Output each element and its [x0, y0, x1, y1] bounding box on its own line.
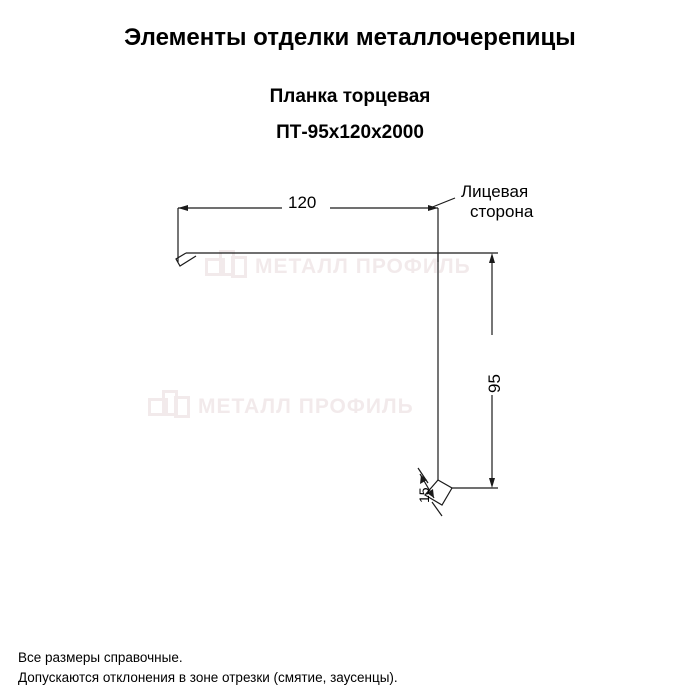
arrow-width-left — [178, 205, 188, 211]
face-side-label-line2: сторона — [470, 202, 534, 221]
page-title: Элементы отделки металлочерепицы — [124, 24, 576, 51]
profile-left-hem — [176, 253, 196, 266]
dim-label-width: 120 — [288, 193, 317, 212]
arrow-height-bottom — [489, 478, 495, 488]
dim-label-height: 95 — [485, 374, 504, 393]
arrow-height-top — [489, 253, 495, 263]
technical-drawing — [0, 150, 700, 570]
footer-note-2: Допускаются отклонения в зоне отрезки (смятие, заусенцы). — [18, 670, 398, 685]
product-name: Планка торцевая — [269, 86, 431, 107]
drawing-svg — [0, 150, 700, 570]
dim-label-flange: 15 — [416, 487, 432, 503]
face-side-label-line1: Лицевая — [461, 182, 529, 201]
footer-note-1: Все размеры справочные. — [18, 650, 183, 665]
watermark-text: МЕТАЛЛ ПРОФИЛЬ — [198, 395, 414, 418]
watermark-text: МЕТАЛЛ ПРОФИЛЬ — [255, 255, 471, 278]
leader-face-side — [430, 198, 455, 208]
product-code: ПТ-95х120х2000 — [276, 122, 424, 143]
